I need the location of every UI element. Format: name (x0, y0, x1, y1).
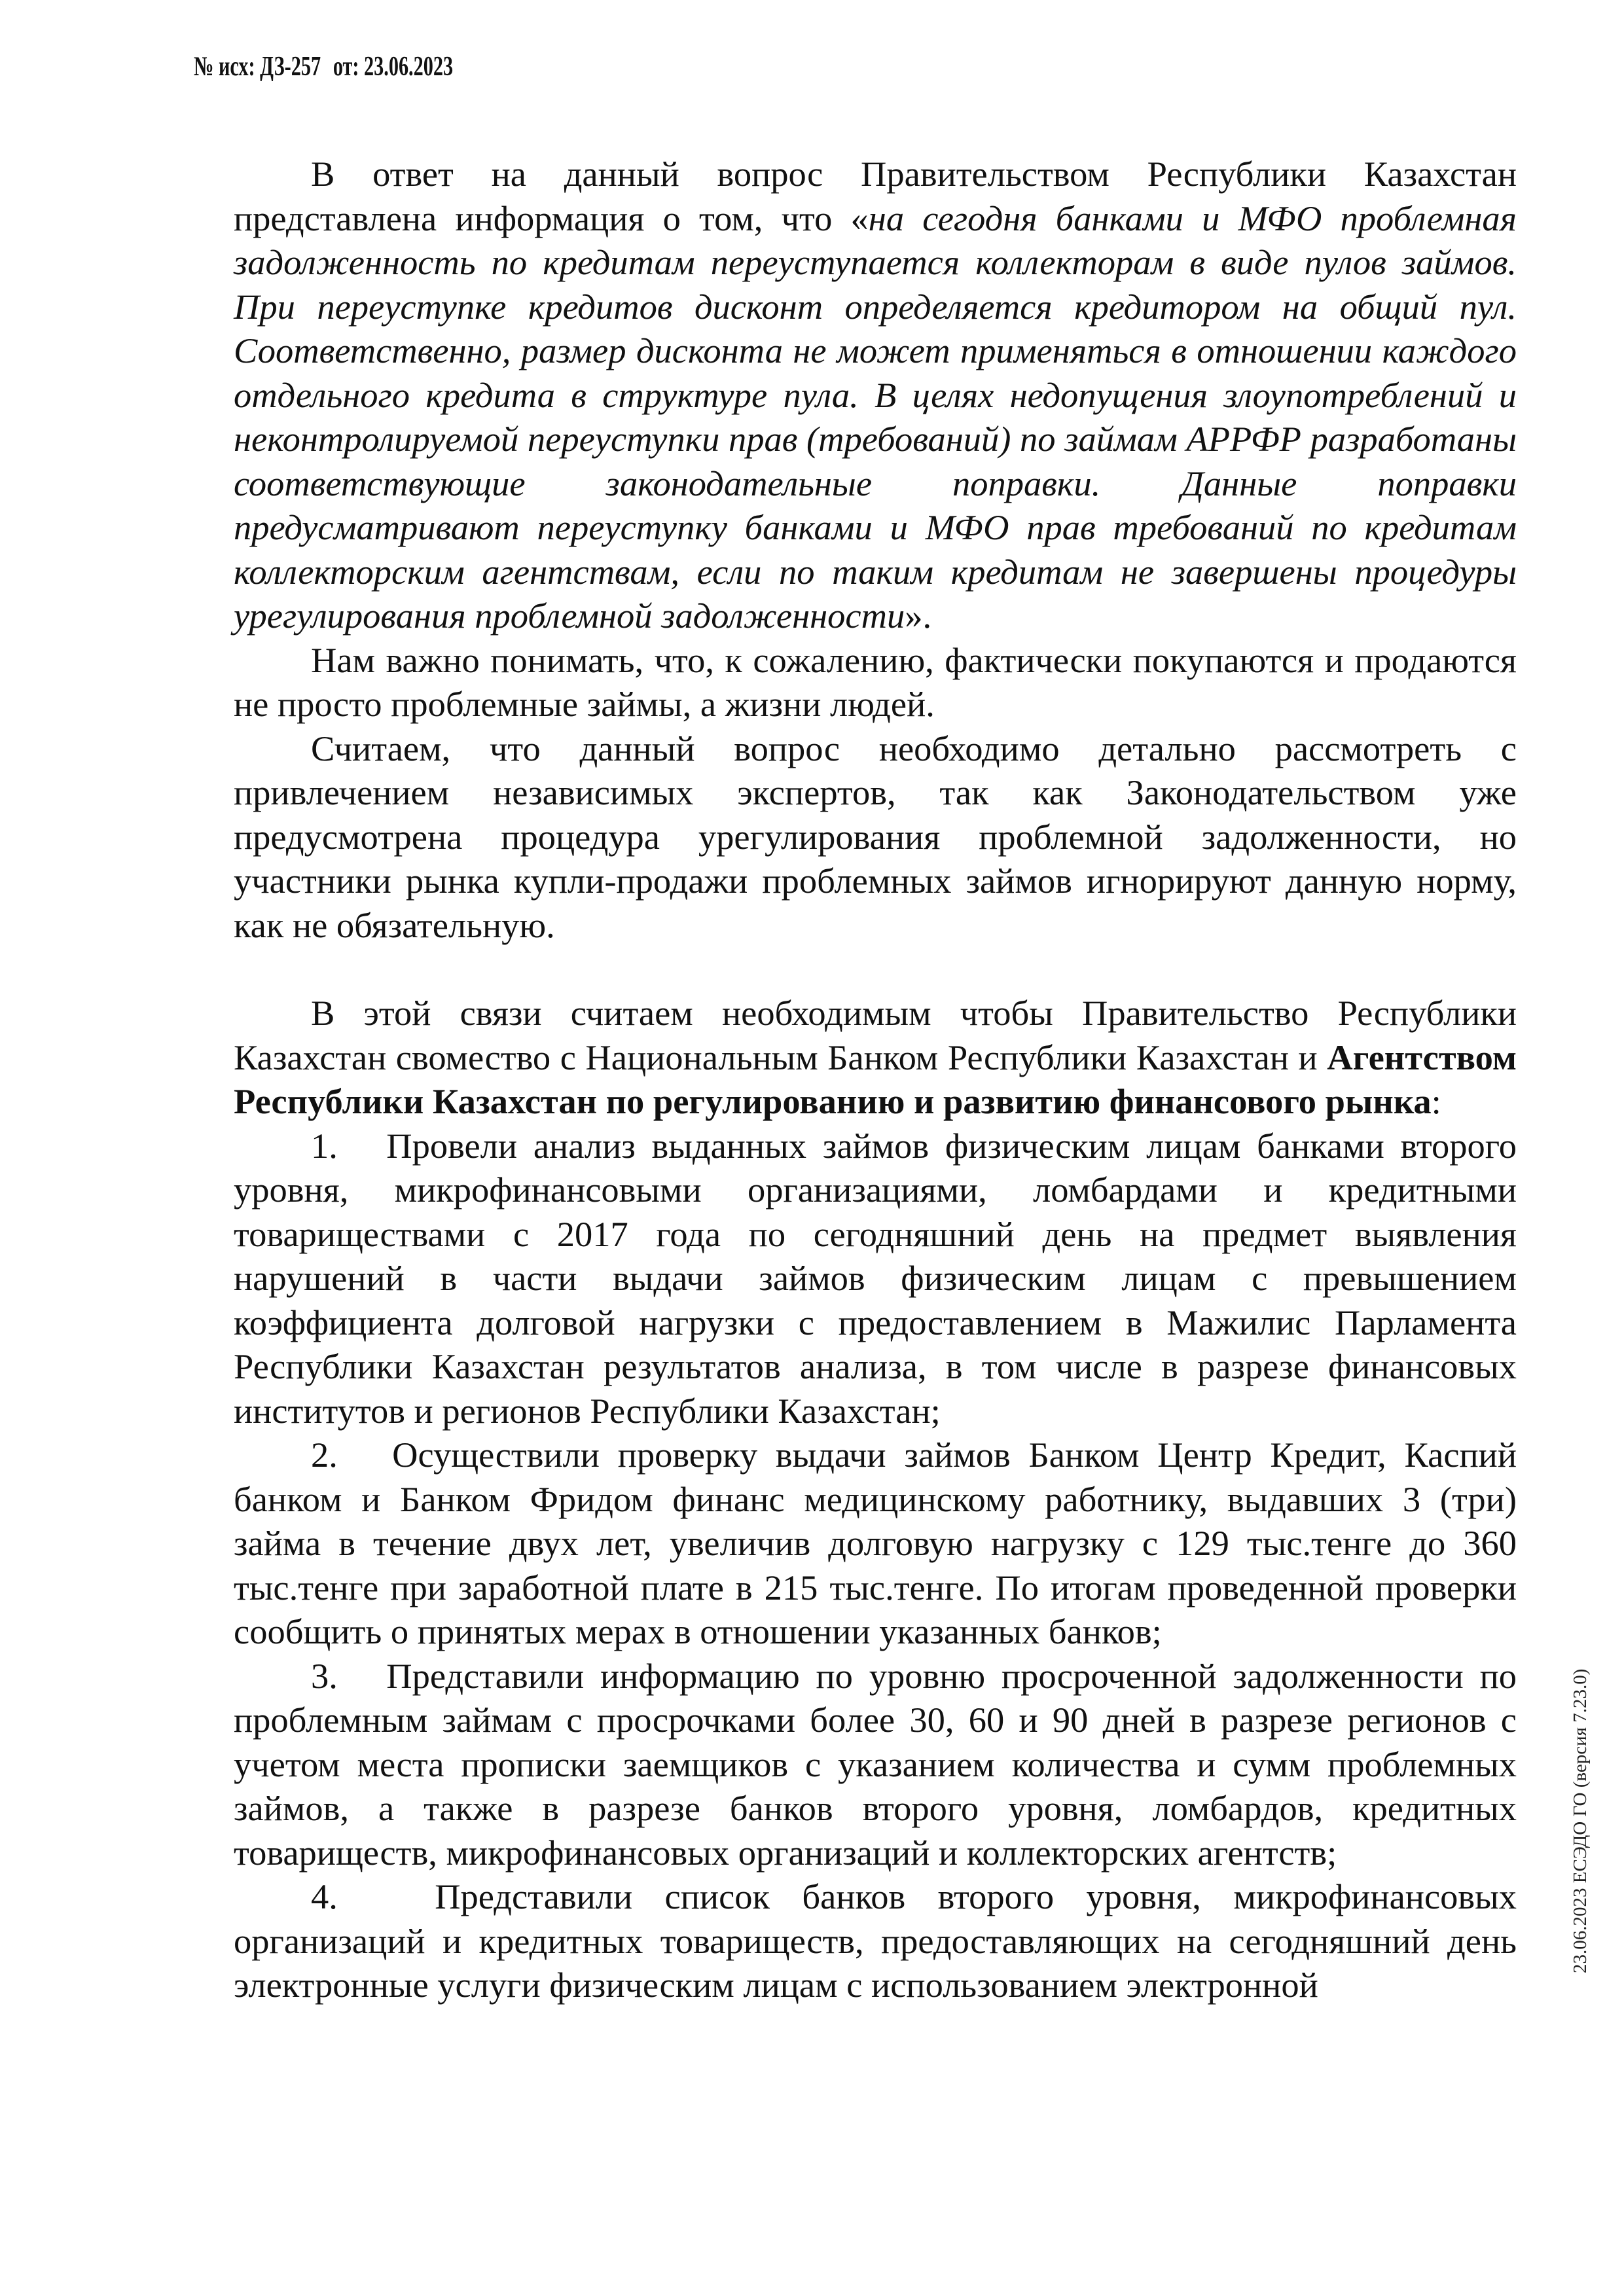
list-item-text: Провели анализ выданных займов физическим лицам банками второго уровня, микрофинансовыми организациями, ломбардами и кредитными товариществами с 2017 года по сегодняшний день на предмет выявления нарушений в части выдачи займов физическим лицам с превышением коэффициента долговой нагрузки с предоставлением в Мажилис Парламента Республики Казахстан результатов анализа, в том числе в разрезе финансовых институтов и регионов Республики Казахстан; (234, 1125, 1517, 1431)
outgoing-number: № исх: ДЗ-257 (194, 52, 321, 82)
quoted-government-statement: на сегодня банками и МФО проблемная задолженность по кредитам переуступается коллекторам в виде пулов займов. При переуступке кредитов дисконт определяется кредитором на общий пул. Соответственно, размер дисконта не может применяться в отношении каждого отдельного кредита в структуре пула. В целях недопущения злоупотреблений и неконтролируемой переуступки прав (требований) по займам АРРФР разработаны соответствующие законодательные поправки. Данные поправки предусматривают переуступку банками и МФО прав требований по кредитам коллекторским агентствам, если по таким кредитам не завершены процедуры урегулирования проблемной задолженности (234, 198, 1517, 636)
quote-close: ». (905, 596, 932, 636)
letter-body (234, 152, 1517, 2007)
paragraph-lead-text: В ответ на данный вопрос Правительством Республики Казахстан представлена информация о том, что « (234, 154, 1517, 238)
list-item-text: Представили информацию по уровню просроченной задолженности по проблемным займам с просрочками более 30, 60 и 90 дней в разрезе регионов с учетом места прописки заемщиков с указанием количества и сумм проблемных займов, а также в разрезе банков второго уровня, ломбардов, кредитных товариществ, микрофинансовых организаций и коллекторских агентств; (234, 1655, 1517, 1873)
paragraph-importance: Нам важно понимать, что, к сожалению, фактически покупаются и продаются не просто проблемные займы, а жизни людей. (234, 639, 1517, 724)
list-item-text: Представили список банков второго уровня, микрофинансовых организаций и кредитных товариществ, предоставляющих на сегодняшний день электронные услуги физическим лицам с использованием электронной (234, 1876, 1517, 2005)
list-item (234, 1124, 1517, 1433)
paragraph-government-response (234, 152, 1517, 638)
outgoing-number-stamp (194, 51, 453, 82)
list-item-number: 4. (311, 1876, 338, 1916)
list-item-number: 1. (311, 1125, 338, 1166)
list-item-number: 3. (311, 1655, 338, 1696)
request-intro-colon: : (1431, 1081, 1441, 1121)
list-item (234, 1654, 1517, 1875)
request-intro-text: В этой связи считаем необходимым чтобы Правительство Республики Казахстан свомество с Национальным Банком Республики Казахстан и (234, 993, 1517, 1077)
outgoing-date: от: 23.06.2023 (333, 52, 454, 82)
list-item (234, 1874, 1517, 2007)
list-item (234, 1433, 1517, 1654)
edms-side-note: 23.06.2023 ЕСЭДО ГО (версия 7.23.0) (1570, 1668, 1591, 1973)
paragraph-request-intro (234, 991, 1517, 1124)
list-item-number: 2. (311, 1435, 338, 1475)
paragraph-expert-review: Считаем, что данный вопрос необходимо детально рассмотреть с привлечением независимых экспертов, так как Законодательством уже предусмотрена процедура урегулирования проблемной задолженности, но участники рынка купли-продажи проблемных займов игнорируют данную норму, как не обязательную. (234, 728, 1517, 945)
list-item-text: Осуществили проверку выдачи займов Банком Центр Кредит, Каспий банком и Банком Фридом финанс медицинскому работнику, выдавших 3 (три) займа в течение двух лет, увеличив долговую нагрузку с 129 тыс.тенге до 360 тыс.тенге при заработной плате в 215 тыс.тенге. По итогам проведенной проверки сообщить о принятых мерах в отношении указанных банков; (234, 1435, 1517, 1651)
agency-name: Агентством Республики Казахстан по регулированию и развитию финансового рынка (234, 1037, 1517, 1121)
